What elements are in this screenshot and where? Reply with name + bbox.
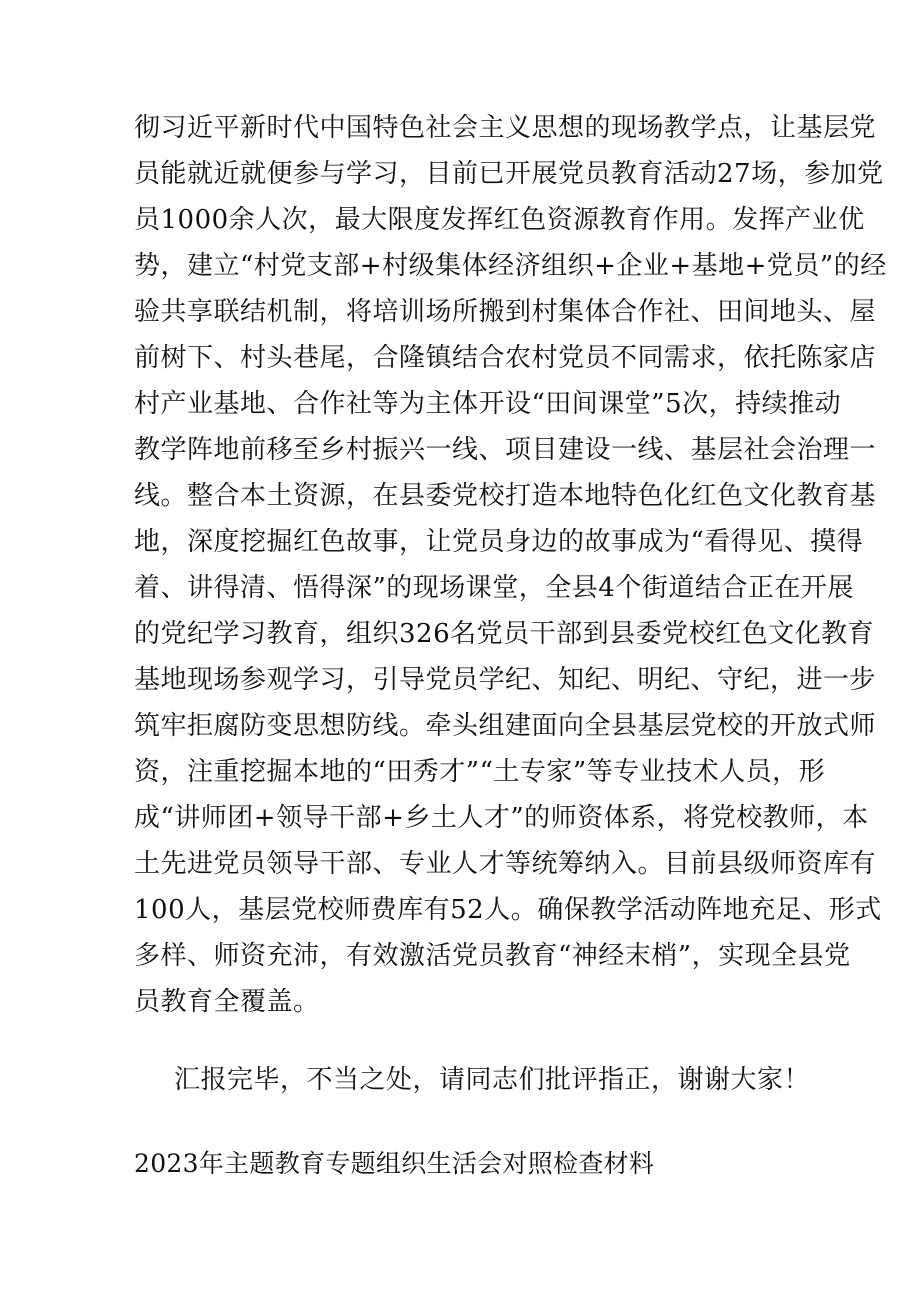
body-line: 势，建立“村党支部+村级集体经济组织+企业+基地+党员”的经 (134, 251, 887, 281)
body-line: 成“讲师团+领导干部+乡土人才”的师资体系，将党校教师，本 (134, 803, 869, 833)
body-line: 村产业基地、合作社等为主体开设“田间课堂”5次，持续推动 (134, 389, 842, 419)
closing-remark: 汇报完毕，不当之处，请同志们批评指正，谢谢大家！ (174, 1065, 811, 1095)
body-line: 线。整合本土资源，在县委党校打造本地特色化红色文化教育基 (134, 481, 877, 511)
body-line: 员能就近就便参与学习，目前已开展党员教育活动27场，参加党 (134, 159, 884, 189)
body-line: 彻习近平新时代中国特色社会主义思想的现场教学点，让基层党 (134, 113, 877, 143)
body-line: 教学阵地前移至乡村振兴一线、项目建设一线、基层社会治理一 (134, 435, 877, 465)
body-line: 的党纪学习教育，组织326名党员干部到县委党校红色文化教育 (134, 619, 875, 649)
body-line: 前树下、村头巷尾，合隆镇结合农村党员不同需求，依托陈家店 (134, 343, 877, 373)
body-line: 筑牢拒腐防变思想防线。牵头组建面向全县基层党校的开放式师 (134, 711, 877, 741)
body-line: 资，注重挖掘本地的“田秀才”“土专家”等专业技术人员，形 (134, 757, 826, 787)
body-line: 多样、师资充沛，有效激活党员教育“神经末梢”，实现全县党 (134, 941, 851, 971)
body-line: 员1000余人次，最大限度发挥红色资源教育作用。发挥产业优 (134, 205, 865, 235)
body-line: 100人，基层党校师费库有52人。确保教学活动阵地充足、形式 (134, 895, 882, 925)
body-line: 基地现场参观学习，引导党员学纪、知纪、明纪、守纪，进一步 (134, 665, 877, 695)
body-line: 着、讲得清、悟得深”的现场课堂，全县4个街道结合正在开展 (134, 573, 854, 603)
body-line: 地，深度挖掘红色故事，让党员身边的故事成为“看得见、摸得 (134, 527, 864, 557)
body-line: 验共享联结机制，将培训场所搬到村集体合作社、田间地头、屋 (134, 297, 877, 327)
next-document-title: 2023年主题教育专题组织生活会对照检查材料 (134, 1149, 655, 1178)
body-line: 土先进党员领导干部、专业人才等统筹纳入。目前县级师资库有 (134, 849, 877, 879)
body-line: 员教育全覆盖。 (134, 987, 320, 1017)
